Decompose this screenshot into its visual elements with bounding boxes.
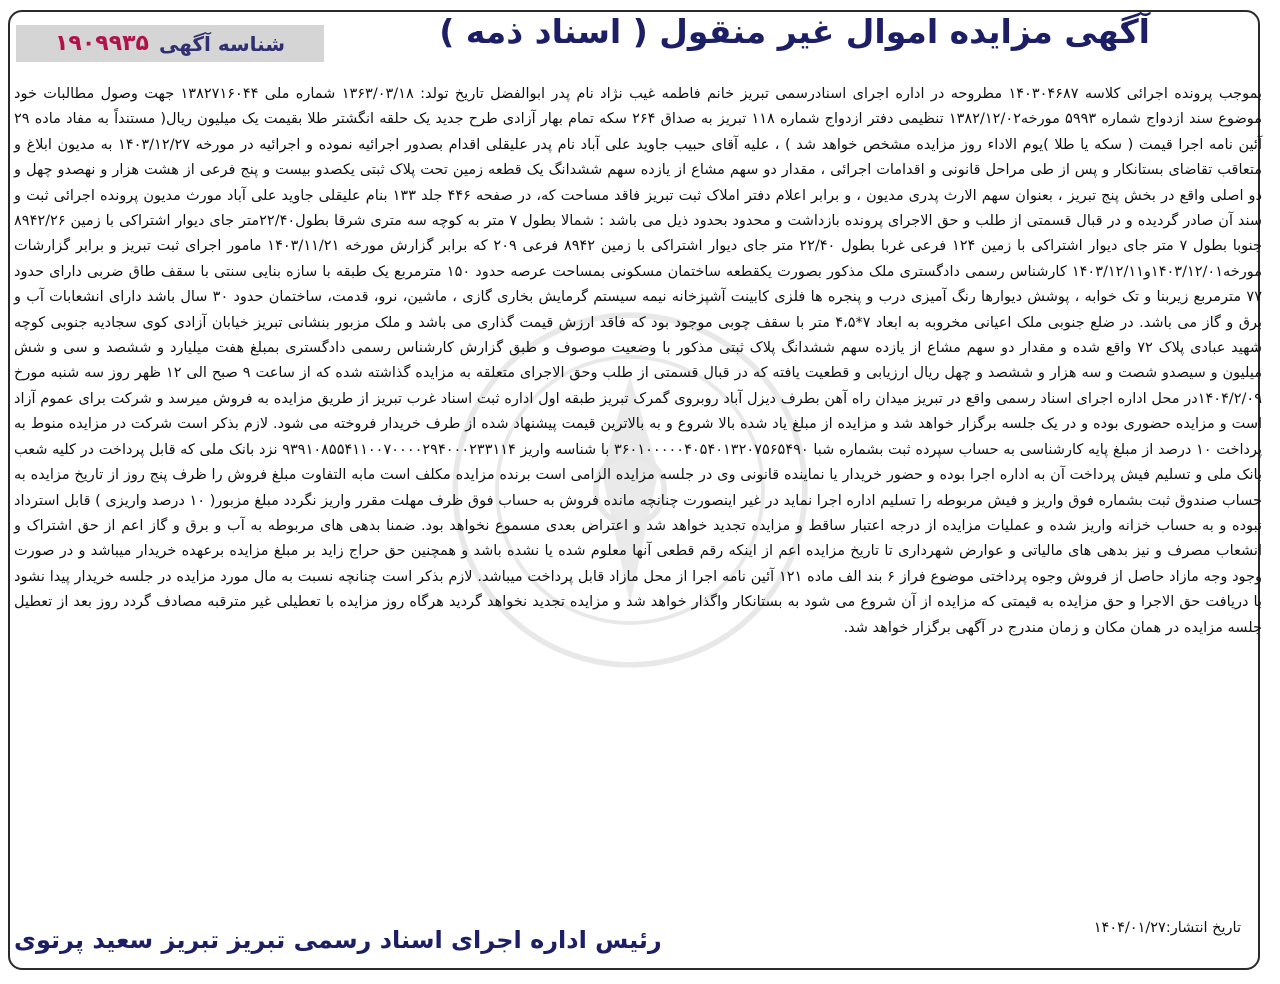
signature-line: رئیس اداره اجرای اسناد رسمی تبریز تبریز سعید پرتوی (14, 926, 662, 954)
ad-id-label: شناسه آگهی (158, 31, 286, 56)
publish-date-label: تاریخ انتشار: (1165, 920, 1241, 936)
notice-title: آگهی مزایده اموال غیر منقول ( اسناد ذمه ) (439, 12, 1150, 51)
ad-id-box (16, 25, 324, 62)
publish-date-value: ۱۴۰۴/۰۱/۲۷ (1093, 920, 1166, 936)
notice-body: بموجب پرونده اجرائی کلاسه ۱۴۰۳۰۴۶۸۷ مطروحه در اداره اجرای اسنادرسمی تبریز خانم فاطمه غیب نژاد نام پدر ابوالفضل تاریخ تولد: ۱۳۶۳/۰۳/۱۸ شماره ملی ۱۳۸۲۷۱۶۰۴۴ جهت وصول مطالبات خود موضوع سند ازدواج شماره ۵۹۹۳ مورخه۱۳۸۲/۱۲/۰۲ تنظیمی دفتر ازدواج شماره ۱۱۸ تبریز به صداق ۲۶۴ سکه تمام بهار آزادی طرح جدید یک حلقه انگشتر طلا بقیمت یک میلیون ریال( مستنداً به مفاد ماده ۲۹ آئین نامه اجرا قیمت ( سکه یا طلا )یوم الاداء روز مزایده مشخص خواهد شد ) ، علیه آقای حبیب جاوید علی آباد نام پدر علیقلی اقدام بصدور اجرائیه نموده و اجرائیه در مورخه ۱۴۰۳/۱۲/۲۷ به مدیون ابلاغ و متعاقب تقاضای بستانکار و پس از طی مراحل قانونی و اقدامات اجرائی ، مقدار دو سهم مشاع از یازده سهم ششدانگ یک قطعه زمین تحت پلاک ثبتی یکصدو بیست و پنج فرعی از هشت هزار و نهصدو چهل و دو اصلی واقع در بخش پنج تبریز ، بعنوان سهم الارث پدری مدیون ، و برابر اعلام دفتر املاک ثبت تبریز فاقد مساحت که، در صفحه ۴۴۶ جلد ۱۳۳ بنام علیقلی جاوید علی آباد مورث مدیون پرونده اجرائی ثبت و سند آن صادر گردیده و در قبال قسمتی از طلب و حق الاجرای پرونده بازداشت و محدود بحدود ذیل می باشد : شمالا بطول ۷ متر به کوچه سه متری شرقا بطول۲۲/۴۰متر جای دیوار اشتراکی با زمین ۸۹۴۲/۲۶ جنوبا بطول ۷ متر جای دیوار اشتراکی با زمین ۱۲۴ فرعی غربا بطول ۲۲/۴۰ متر جای دیوار اشتراکی با زمین ۸۹۴۲ فرعی ۲۰۹ که برابر گزارش مورخه ۱۴۰۳/۱۱/۲۱ مامور اجرای ثبت تبریز و برابر گزارشات مورخه۱۴۰۳/۱۲/۰۱و۱۴۰۳/۱۲/۱۱ کارشناس رسمی دادگستری ملک مذکور بصورت یکقطعه ساختمان مسکونی بمساحت عرصه حدود ۱۵۰ مترمربع یک طبقه با سازه بنایی سنتی با سقف طاق ضربی دارای حدود ۷۷ مترمربع زیربنا و تک خوابه ، پوشش دیوارها رنگ آمیزی درب و پنجره ها فلزی کابینت آشپزخانه نیمه سیستم گرمایش بخاری گازی ، ماشین، نرو، قدمت، ساختمان حدود ۳۰ سال باشد دارای انشعابات آب و برق و گاز می باشد. در ضلع جنوبی ملک اعیانی مخروبه به ابعاد ۷*۴،۵ متر با سقف چوبی موجود بود که فاقد ارزش قیمت گذاری می باشد و ملک مزبور بنشانی تبریز خیابان آزادی کوی سجادیه جنوبی کوچه شهید عبادی پلاک ۷۲ واقع شده و مقدار دو سهم مشاع از یازده سهم ششدانگ پلاک ثبتی مذکور با وضعیت موصوف و طبق گزارش کارشناس رسمی دادگستری بمبلغ هفت میلیارد و ششصد و سی و شش میلیون و سیصدو شصت و سه هزار و ششصد و چهل ریال ارزیابی و قطعیت یافته که در قبال قسمتی از طلب وحق الاجرای متعلقه به مزایده گذاشته شده که از ساعت ۹ صبح الی ۱۲ ظهر روز سه شنبه مورخ ۱۴۰۴/۲/۰۹در محل اداره اجرای اسناد رسمی واقع در تبریز میدان راه آهن بطرف دیزل آباد روبروی گمرک تبریز طبقه اول اداره ثبت اسناد غرب تبریز از طریق مزایده به فروش میرسد و شرکت برای عموم آزاد است و مزایده حضوری بوده و در یک جلسه برگزار خواهد شد و مزایده از مبلغ یاد شده بالا شروع و به بالاترین قیمت پیشنهاد شده از طرف خریدار فروخته می شود. لازم بذکر است شرکت در مزایده منوط به پرداخت ۱۰ درصد از مبلغ پایه کارشناسی به حساب سپرده ثبت بشماره شبا ۳۶۰۱۰۰۰۰۰۴۰۵۴۰۱۳۲۰۷۵۶۵۴۹۰ با شناسه واریز ۹۳۹۱۰۸۵۵۴۱۱۰۰۷۰۰۰۰۲۹۴۰۰۰۲۳۳۱۱۴ نزد بانک ملی که قابل پرداخت در کلیه شعب بانک ملی و تسلیم فیش پرداخت آن به اداره اجرا بوده و حضور خریدار یا نماینده قانونی وی در جلسه مزایده الزامی است برنده مزایده مکلف است مابه التفاوت مبلغ فروش را ظرف پنج روز از تاریخ مزایده به حساب صندوق ثبت بشماره فوق واریز و فیش مربوطه را تسلیم اداره اجرا نماید در غیر اینصورت چنانچه مانده فروش به حساب فوق ظرف مهلت مقرر واریز نگردد مبلغ مزبور( ۱۰ درصد واریزی ) قابل استرداد نبوده و به حساب خزانه واریز شده و عملیات مزایده از درجه اعتبار ساقط و مزایده تجدید خواهد شد و اعتراض بعدی مسموع نخواهد بود. ضمنا بدهی های مربوطه به آب و برق و گاز اعم از حق اشتراک و انشعاب مصرف و نیز بدهی های مالیاتی و عوارض شهرداری تا تاریخ مزایده اعم از اینکه رقم قطعی آنها معلوم شده یا نشده باشد و همچنین حق حراج زاید بر مبلغ مزایده برعهده خریدار میباشد و در صورت وجود وجه مازاد حاصل از فروش وجوه پرداختی موضوع فراز ۶ بند الف ماده ۱۲۱ آئین نامه اجرا از محل مازاد قابل پرداخت میباشد. لازم بذکر است چنانچه نسبت به مال مورد مزایده در جلسه خریدار پیدا نشود با دریافت حق الاجرا و حق مزایده به قیمتی که مزایده از آن شروع می شود به بستانکار واگذار خواهد شد و مزایده تجدید نخواهد گردید هرگاه روز مزایده با تعطیلی غیر مترقبه مصادف گردد روز بعد از تعطیل جلسه مزایده در همان مکان و زمان مندرج در آگهی برگزار خواهد شد. (14, 86, 1263, 636)
ad-id-value: ۱۹۰۹۹۳۵ (54, 31, 149, 56)
